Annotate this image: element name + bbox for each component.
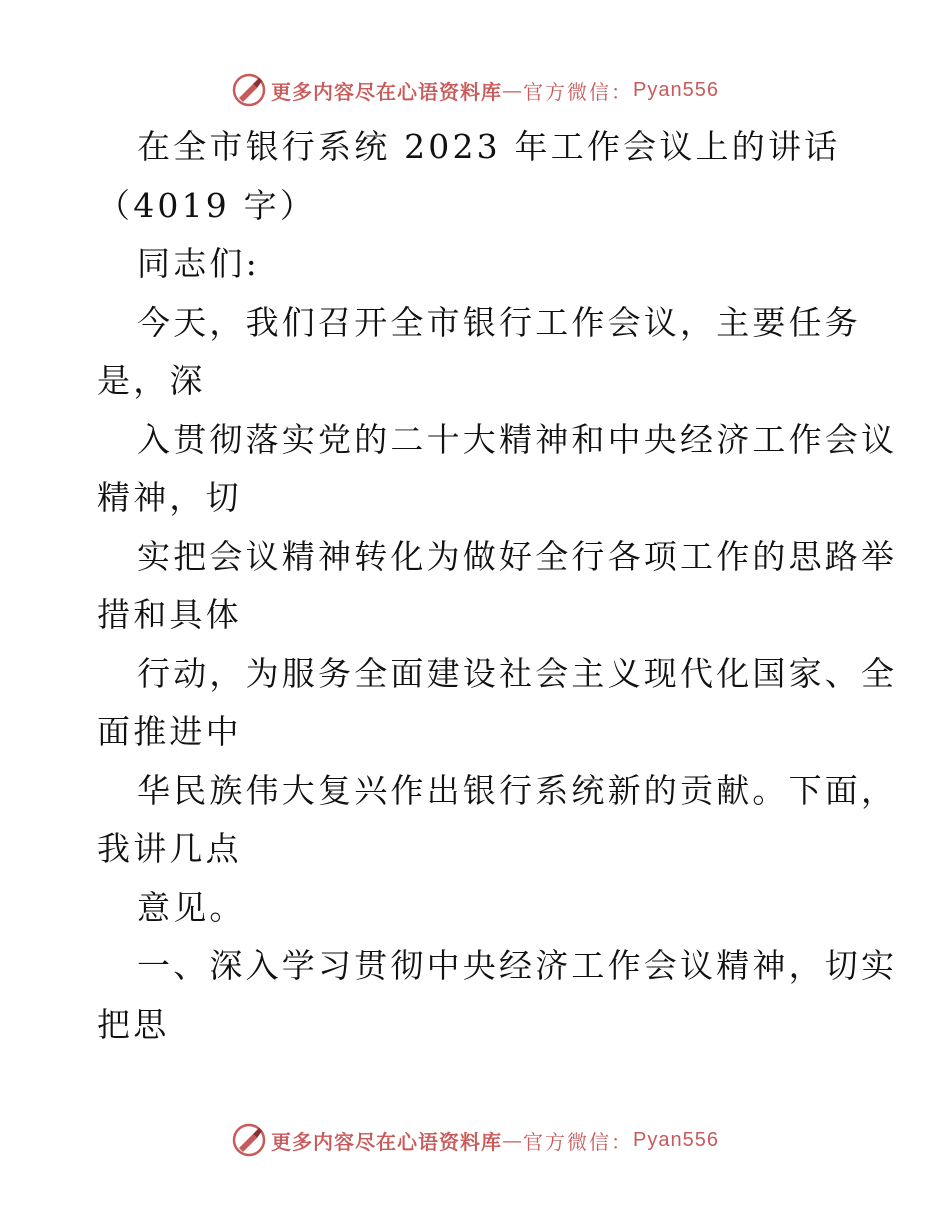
paragraph-line: 措和具体 xyxy=(97,595,242,634)
paragraph-line: 入贯彻落实党的二十大精神和中央经济工作会议 xyxy=(137,419,898,459)
paragraph-line: 行动，为服务全面建设社会主义现代化国家、全 xyxy=(137,653,898,693)
salutation: 同志们: xyxy=(137,244,260,283)
watermark-official-label: 官方微信： xyxy=(523,1129,634,1154)
paragraph-line: 华民族伟大复兴作出银行系统新的贡献。下面， xyxy=(137,770,898,810)
document-title-line-2: （4019 字） xyxy=(97,185,317,225)
paragraph-line: 精神，切 xyxy=(97,478,242,517)
paragraph-line: 我讲几点 xyxy=(97,829,242,868)
footer-watermark xyxy=(0,1120,950,1160)
paragraph-line: 面推进中 xyxy=(97,712,242,751)
watermark-main-text: 更多内容尽在心语资料库 xyxy=(271,79,503,104)
paragraph-line: 实把会议精神转化为做好全行各项工作的思路举 xyxy=(137,536,898,576)
watermark-wechat-id: Pyan556 xyxy=(633,1128,719,1151)
watermark-wechat-id: Pyan556 xyxy=(633,78,719,101)
section-heading-line: 一、深入学习贯彻中央经济工作会议精神，切实 xyxy=(137,946,898,985)
document-body xyxy=(97,118,898,1054)
section-heading-line: 把思 xyxy=(97,1004,170,1044)
watermark-dash: — xyxy=(502,1128,524,1152)
paragraph-line: 是，深 xyxy=(97,361,206,400)
watermark-main-text: 更多内容尽在心语资料库 xyxy=(271,1129,503,1154)
document-title-line-1: 在全市银行系统 2023 年工作会议上的讲话 xyxy=(137,127,841,166)
pen-logo-icon xyxy=(231,72,267,108)
watermark-dash: — xyxy=(502,78,524,102)
watermark-official-label: 官方微信： xyxy=(523,79,634,104)
pen-logo-icon xyxy=(231,1122,267,1158)
paragraph-line: 意见。 xyxy=(137,887,246,927)
paragraph-line: 今天，我们召开全市银行工作会议，主要任务 xyxy=(137,302,861,342)
header-watermark xyxy=(0,70,950,110)
